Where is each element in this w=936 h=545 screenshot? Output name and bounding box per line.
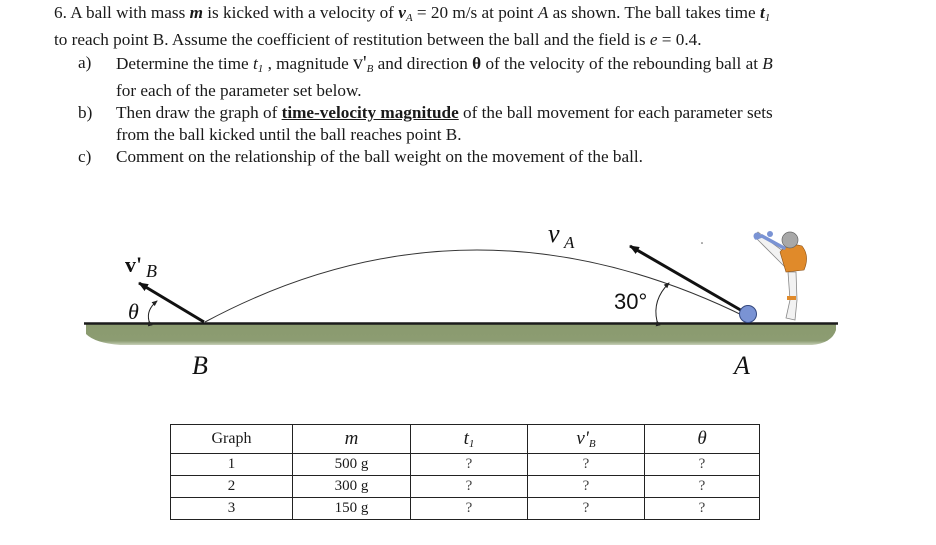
label-point-b: B <box>192 351 208 380</box>
label-va-sub: A <box>564 233 575 252</box>
angle-30-arc <box>656 283 669 321</box>
cell-graph: 1 <box>171 454 293 476</box>
theta-angle-arc <box>148 301 157 321</box>
problem-line-2: to reach point B. Assume the coefficient of restitution between the ball and the field is e = 0.4. <box>54 30 702 49</box>
cell-theta: ? <box>645 498 760 520</box>
sub-question-b: b) Then draw the graph of time-velocity magnitude of the ball movement for each parameter sets from the ball kicked until the ball reaches point B. <box>78 103 773 144</box>
ground-field <box>84 324 838 346</box>
label-vb: v' <box>125 252 143 277</box>
table-row <box>171 498 760 520</box>
label-angle-30: 30° <box>614 289 648 314</box>
cell-theta: ? <box>645 476 760 498</box>
problem-statement <box>54 2 914 50</box>
label-theta: θ <box>128 299 139 324</box>
label-va: v <box>548 219 560 248</box>
cell-vb: ? <box>528 476 645 498</box>
kicker-player-icon <box>754 231 807 320</box>
header-t1: $t_1$ <box>411 425 528 454</box>
cell-mass: 500 g <box>293 454 411 476</box>
ball <box>740 306 757 323</box>
parameter-table <box>170 424 760 520</box>
table-row <box>171 476 760 498</box>
sub-question-c: c) Comment on the relationship of the ball weight on the movement of the ball. <box>78 147 643 166</box>
problem-line-1: 6. A ball with mass m is kicked with a velocity of $v_A = 20$ m/s at point A as shown. The ball takes time $t_1$ <box>54 3 771 24</box>
sub-questions <box>78 52 878 168</box>
cell-vb: ? <box>528 498 645 520</box>
sub-question-a: a) Determine the time $t_1$ , magnitude $v'_B$ and direction θ of the velocity of the rebounding ball at B for each of the parameter set below. <box>78 52 773 100</box>
cell-t1: ? <box>411 454 528 476</box>
table-header-row <box>171 425 760 454</box>
cell-mass: 300 g <box>293 476 411 498</box>
table-row <box>171 454 760 476</box>
label-vb-sub: B <box>146 261 157 281</box>
cell-graph: 3 <box>171 498 293 520</box>
header-mass: m <box>293 425 411 454</box>
header-theta: θ <box>645 425 760 454</box>
header-graph: Graph <box>171 425 293 454</box>
cell-t1: ? <box>411 476 528 498</box>
header-vb: $v'_B$ <box>528 425 645 454</box>
label-point-a: A <box>734 351 750 380</box>
cell-mass: 150 g <box>293 498 411 520</box>
cell-theta: ? <box>645 454 760 476</box>
cell-vb: ? <box>528 454 645 476</box>
cell-t1: ? <box>411 498 528 520</box>
projectile-diagram <box>0 190 936 390</box>
cell-graph: 2 <box>171 476 293 498</box>
